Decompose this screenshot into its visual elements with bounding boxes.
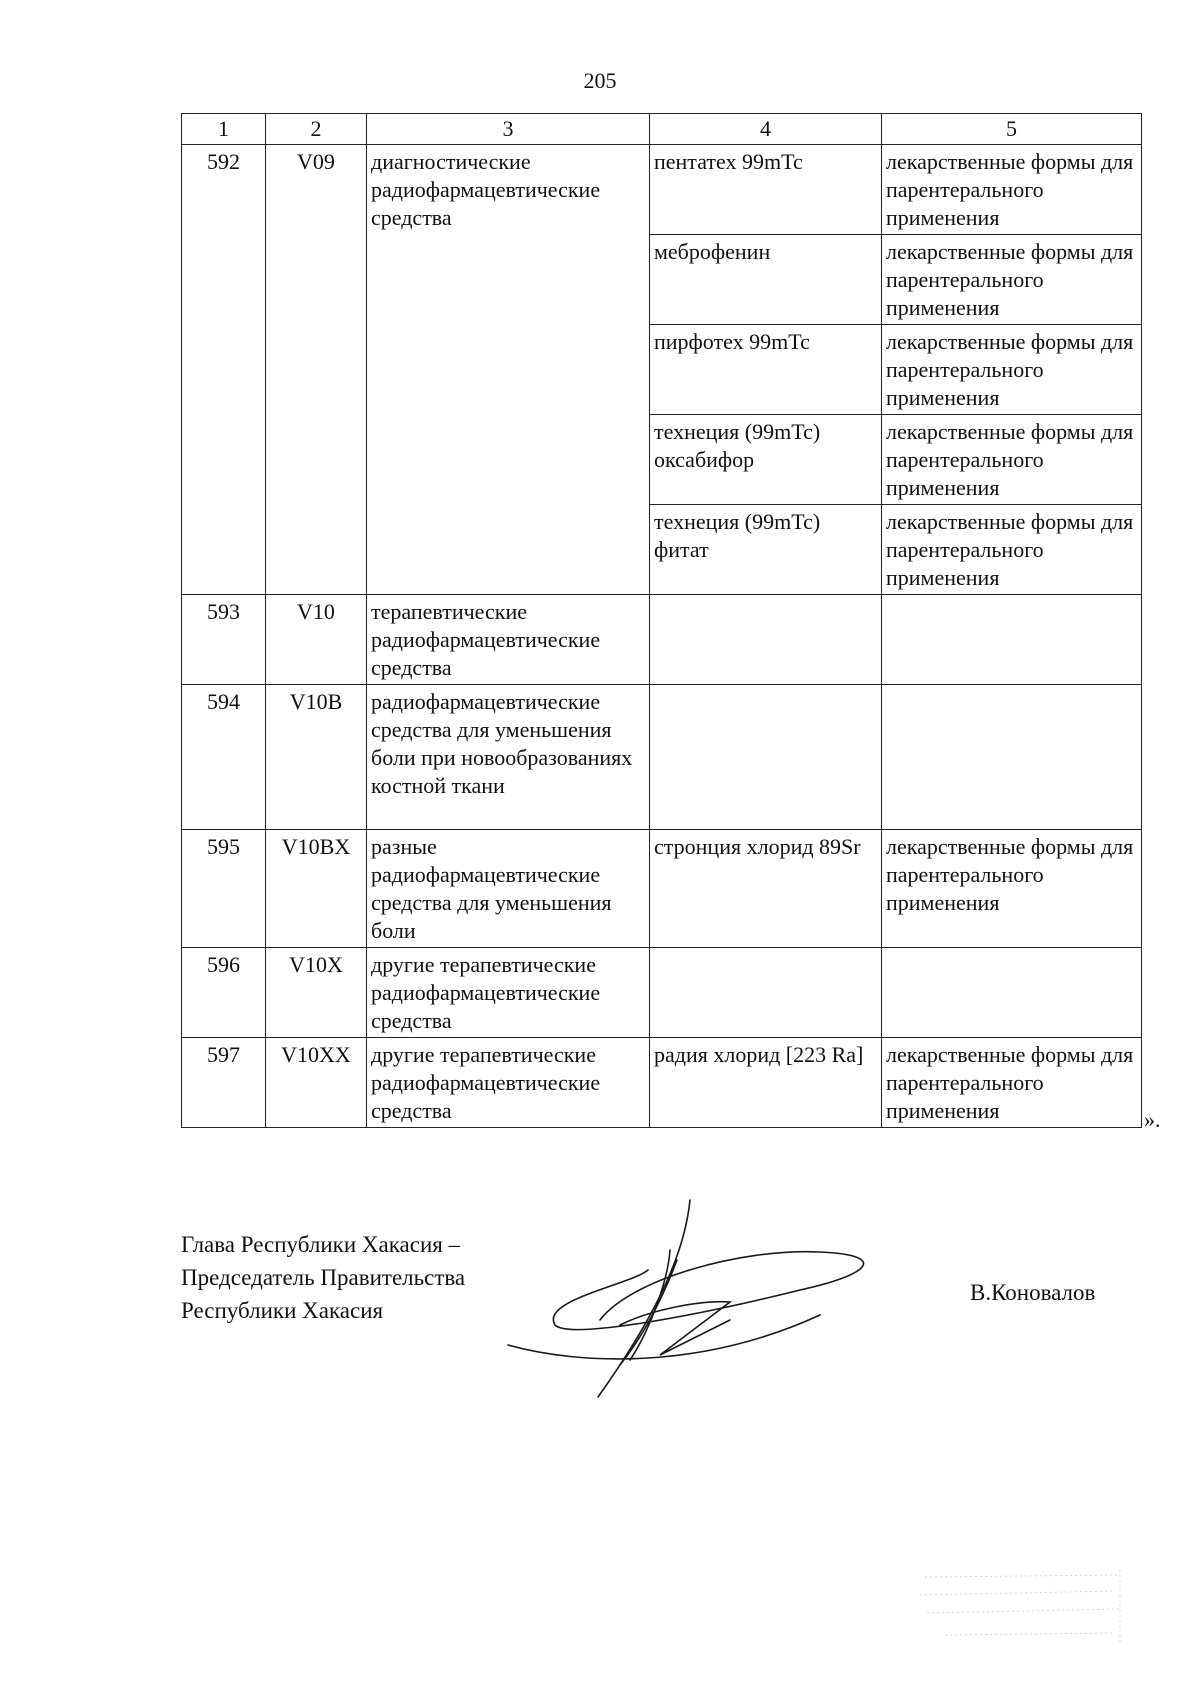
atc-code: V10X: [266, 948, 367, 1038]
dosage-form: [882, 595, 1142, 685]
row-number: 595: [182, 830, 266, 948]
header-cell: 3: [367, 114, 650, 145]
row-number: 597: [182, 1038, 266, 1128]
drug-name: [650, 685, 882, 830]
drug-name: технеция (99mTc) оксабифор: [650, 415, 882, 505]
table-row: [182, 145, 1142, 235]
group-name: другие терапевтические радиофармацевтические средства: [367, 1038, 650, 1128]
row-number: 592: [182, 145, 266, 595]
header-cell: 2: [266, 114, 367, 145]
faint-stamp-mark: [915, 1565, 1130, 1650]
handwritten-signature: [500, 1190, 880, 1410]
drug-name: технеция (99mTc) фитат: [650, 505, 882, 595]
atc-code: V10: [266, 595, 367, 685]
drug-name: пирфотех 99mTc: [650, 325, 882, 415]
dosage-form: лекарственные формы для парентерального применения: [882, 1038, 1142, 1128]
drug-name: [650, 595, 882, 685]
signer-title-line: Республики Хакасия: [181, 1298, 384, 1323]
drug-table: [181, 113, 1142, 1128]
header-row: [182, 114, 1142, 145]
dosage-form: [882, 685, 1142, 830]
atc-code: V09: [266, 145, 367, 595]
group-name: радиофармацевтические средства для уменьшения боли при новообразованиях костной ткани: [367, 685, 650, 830]
signer-name: В.Коновалов: [970, 1280, 1096, 1305]
drug-name: пентатех 99mTc: [650, 145, 882, 235]
drug-name: меброфенин: [650, 235, 882, 325]
dosage-form: [882, 948, 1142, 1038]
row-number: 596: [182, 948, 266, 1038]
signer-title-line: Председатель Правительства: [181, 1265, 466, 1290]
signature-block: [181, 1228, 465, 1327]
dosage-form: лекарственные формы для парентерального применения: [882, 415, 1142, 505]
signer-title-line: Глава Республики Хакасия –: [181, 1232, 461, 1257]
atc-code: V10BX: [266, 830, 367, 948]
atc-code: V10XX: [266, 1038, 367, 1128]
dosage-form: лекарственные формы для парентерального применения: [882, 830, 1142, 948]
page-number: 205: [583, 68, 617, 93]
dosage-form: лекарственные формы для парентерального применения: [882, 325, 1142, 415]
header-cell: 1: [182, 114, 266, 145]
dosage-form: лекарственные формы для парентерального применения: [882, 145, 1142, 235]
header-cell: 4: [650, 114, 882, 145]
drug-name: стронция хлорид 89Sr: [650, 830, 882, 948]
table-row: [182, 830, 1142, 948]
dosage-form: лекарственные формы для парентерального применения: [882, 505, 1142, 595]
atc-code: V10B: [266, 685, 367, 830]
header-cell: 5: [882, 114, 1142, 145]
drug-name: радия хлорид [223 Ra]: [650, 1038, 882, 1128]
drug-name: [650, 948, 882, 1038]
closing-quote: ».: [1144, 1107, 1161, 1132]
group-name: разные радиофармацевтические средства для уменьшения боли: [367, 830, 650, 948]
row-number: 594: [182, 685, 266, 830]
table-row: [182, 595, 1142, 685]
table-row: [182, 1038, 1142, 1128]
row-number: 593: [182, 595, 266, 685]
dosage-form: лекарственные формы для парентерального применения: [882, 235, 1142, 325]
group-name: другие терапевтические радиофармацевтические средства: [367, 948, 650, 1038]
group-name: терапевтические радиофармацевтические средства: [367, 595, 650, 685]
group-name: диагностические радиофармацевтические средства: [367, 145, 650, 595]
table-row: [182, 685, 1142, 830]
table-row: [182, 948, 1142, 1038]
